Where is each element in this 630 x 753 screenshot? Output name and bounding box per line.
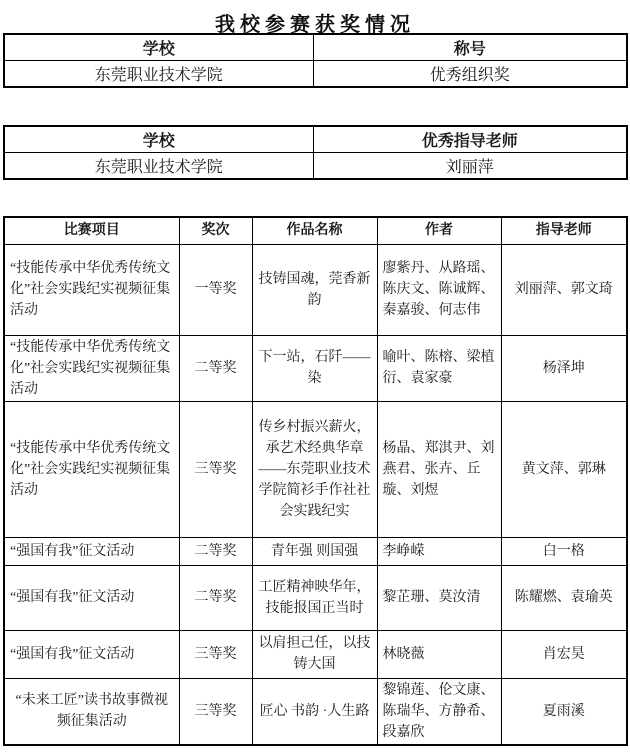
table-row: [4, 153, 627, 180]
teacher-header-cell: 指导老师: [501, 217, 627, 244]
prize-cell: 二等奖: [179, 537, 252, 565]
table-header-row: [4, 34, 627, 61]
work-cell: 下一站，石阡——染: [252, 335, 377, 401]
project-cell: “强国有我”征文活动: [4, 565, 179, 630]
project-cell: “技能传承中华优秀传统文化”社会实践纪实视频征集活动: [4, 401, 179, 537]
authors-cell: 黎芷珊、莫汝清: [377, 565, 501, 630]
prize-cell: 三等奖: [179, 630, 252, 678]
project-cell: “未来工匠”读书故事微视频征集活动: [4, 678, 179, 745]
work-cell: 工匠精神映华年，技能报国正当时: [252, 565, 377, 630]
authors-cell: 林晓薇: [377, 630, 501, 678]
project-cell: “技能传承中华优秀传统文化”社会实践纪实视频征集活动: [4, 244, 179, 335]
table-row: [4, 335, 627, 401]
prize-cell: 三等奖: [179, 401, 252, 537]
table-header-row: [4, 217, 627, 244]
teacher-cell: 白一格: [501, 537, 627, 565]
teacher-cell: 肖宏昊: [501, 630, 627, 678]
table-header-row: [4, 126, 627, 153]
excellent-teacher-header-cell: 优秀指导老师: [313, 126, 627, 153]
table-row: [4, 61, 627, 88]
teacher-cell: 陈耀燃、袁瑜英: [501, 565, 627, 630]
teacher-name-cell: 刘丽萍: [313, 153, 627, 180]
work-cell: 技铸国魂，莞香新韵: [252, 244, 377, 335]
competition-results-table: [3, 216, 628, 746]
school-header-cell: 学校: [4, 34, 313, 61]
authors-cell: 黎锦莲、伦文康、陈瑞华、方静希、段嘉欣: [377, 678, 501, 745]
table-row: [4, 537, 627, 565]
prize-cell: 二等奖: [179, 335, 252, 401]
table-row: [4, 244, 627, 335]
prize-cell: 一等奖: [179, 244, 252, 335]
teacher-cell: 刘丽萍、郭文琦: [501, 244, 627, 335]
project-cell: “技能传承中华优秀传统文化”社会实践纪实视频征集活动: [4, 335, 179, 401]
prize-cell: 三等奖: [179, 678, 252, 745]
school-header-cell: 学校: [4, 126, 313, 153]
teacher-cell: 黄文萍、郭琳: [501, 401, 627, 537]
school-name-cell: 东莞职业技术学院: [4, 61, 313, 88]
project-header-cell: 比赛项目: [4, 217, 179, 244]
table-row: [4, 630, 627, 678]
authors-cell: 喻叶、陈榕、梁植衍、袁家豪: [377, 335, 501, 401]
table-row: [4, 678, 627, 745]
work-header-cell: 作品名称: [252, 217, 377, 244]
organization-award-table: [3, 33, 628, 88]
work-cell: 以肩担己任，以技铸大国: [252, 630, 377, 678]
prize-cell: 二等奖: [179, 565, 252, 630]
project-cell: “强国有我”征文活动: [4, 630, 179, 678]
work-cell: 传乡村振兴薪火，承艺术经典华章——东莞职业技术学院简衫手作社社会实践纪实: [252, 401, 377, 537]
work-cell: 匠心 书韵 ·人生路: [252, 678, 377, 745]
award-title-cell: 优秀组织奖: [313, 61, 627, 88]
teacher-cell: 杨泽坤: [501, 335, 627, 401]
table-row: [4, 565, 627, 630]
authors-cell: 李峥嵘: [377, 537, 501, 565]
award-title-header-cell: 称号: [313, 34, 627, 61]
project-cell: “强国有我”征文活动: [4, 537, 179, 565]
authors-cell: 杨晶、郑淇尹、刘燕君、张卉、丘璇、刘煜: [377, 401, 501, 537]
page-title: 我校参赛获奖情况: [215, 14, 415, 36]
table-row: [4, 401, 627, 537]
authors-header-cell: 作者: [377, 217, 501, 244]
excellent-teacher-table: [3, 125, 628, 180]
work-cell: 青年强 则国强: [252, 537, 377, 565]
teacher-cell: 夏雨溪: [501, 678, 627, 745]
prize-header-cell: 奖次: [179, 217, 252, 244]
authors-cell: 廖紫丹、从路瑶、陈庆文、陈诚辉、秦嘉骏、何志伟: [377, 244, 501, 335]
school-name-cell: 东莞职业技术学院: [4, 153, 313, 180]
